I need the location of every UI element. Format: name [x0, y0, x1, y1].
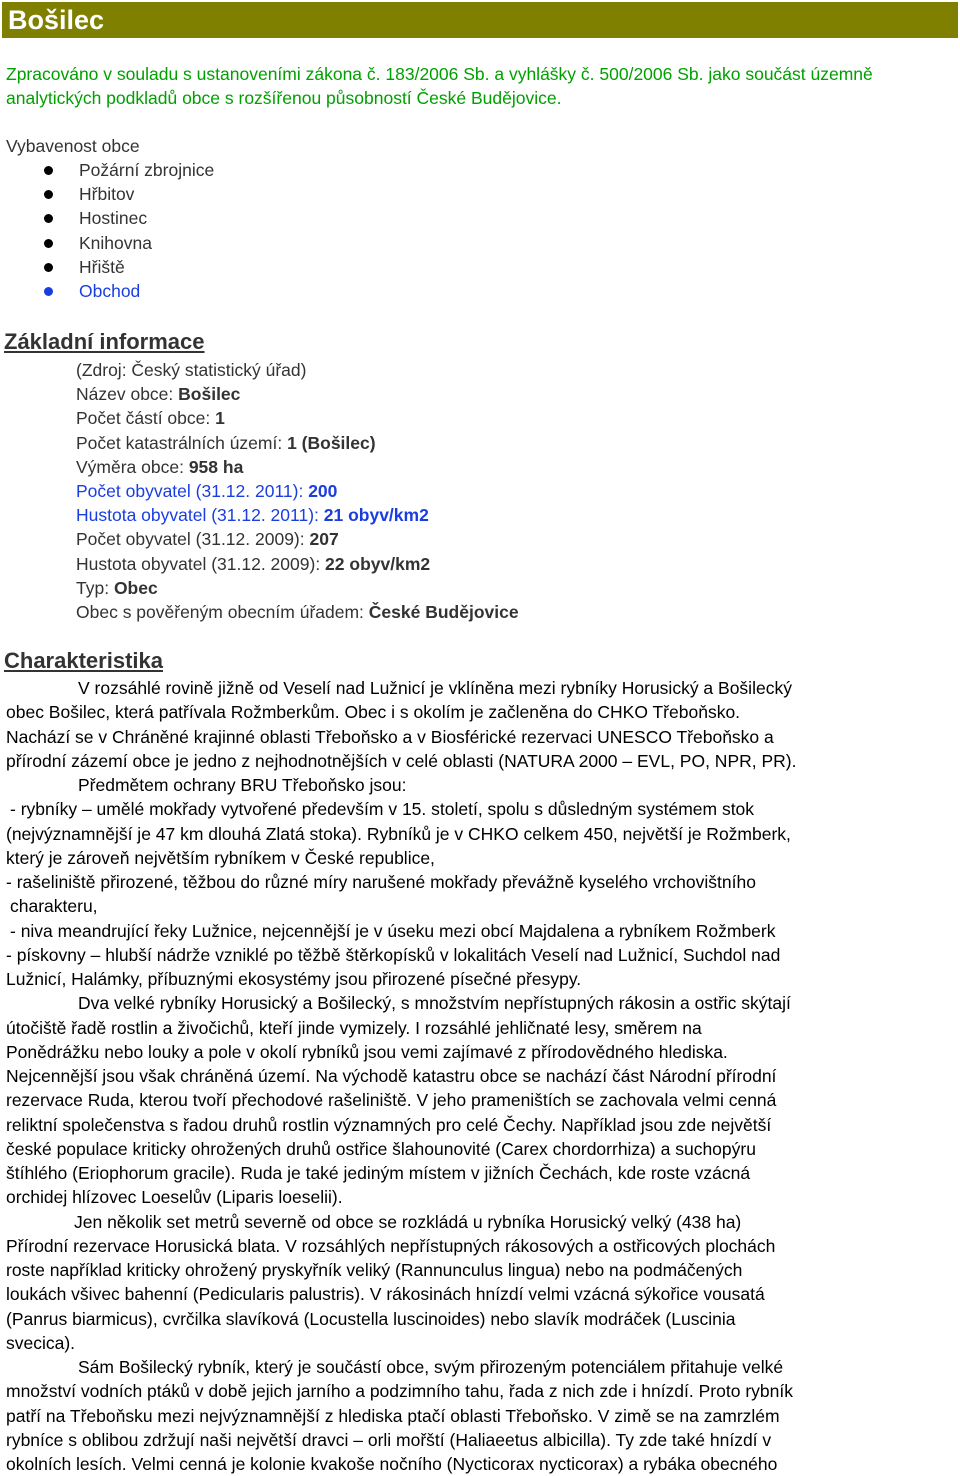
info-row: Hustota obyvatel (31.12. 2009): 22 obyv/km2 — [76, 553, 431, 574]
bullet-icon — [44, 287, 53, 296]
text-line: štíhlého (Eriophorum gracile). Ruda je také jediným místem v jižních Čechách, kde roste vzácná — [6, 1163, 751, 1183]
bullet-icon — [44, 263, 53, 272]
amenity-item: Požární zbrojnice — [0, 158, 214, 182]
amenities-list — [0, 158, 214, 303]
text-line: který je zároveň největším rybníkem v České republice, — [6, 847, 435, 868]
text-line: okolních lesích. Velmi cenná je kolonie kvakoše nočního (Nycticorax nycticorax) a rybáka obecného — [6, 1454, 778, 1474]
amenity-item: Hřiště — [0, 255, 214, 279]
text-line: Nejcennější jsou však chráněná území. Na východě katastru obce se nachází část Národní přírodní — [6, 1066, 777, 1086]
info-row: Typ: Obec — [76, 577, 158, 598]
amenity-item: Hostinec — [0, 206, 214, 230]
characteristics-heading: Charakteristika — [4, 648, 163, 673]
info-row: Počet katastrálních území: 1 (Bošilec) — [76, 432, 376, 453]
bullet-icon — [44, 190, 53, 199]
text-line: patří na Třeboňsku mezi nejvýznamnější z hlediska ptačí oblasti Třeboňsko. V zimě se na zamrzlém — [6, 1405, 780, 1426]
text-line: - pískovny – hlubší nádrže vzniklé po těžbě štěrkopísků v lokalitách Veselí nad Lužnicí, Suchdol nad — [6, 944, 781, 965]
basic-info-list — [76, 358, 519, 624]
text-line: množství vodních ptáků v době jejich jarního a podzimního tahu, řada z nich zde i hnízdí. Proto rybník — [6, 1381, 793, 1402]
text-line: přírodní zázemí obce je jedno z nejhodnotnějších v celé oblasti (NATURA 2000 – EVL, PO, NPR, PR). — [6, 750, 797, 771]
intro-text: Zpracováno v souladu s ustanoveními zákona č. 183/2006 Sb. a vyhlášky č. 500/2006 Sb. jako součást územně analytických podkladů obce s rozšířenou působností České Budějovice. — [6, 64, 873, 108]
amenity-item: Hřbitov — [0, 182, 214, 206]
info-row: Počet částí obce: 1 — [76, 408, 225, 429]
info-row: Obec s pověřeným obecním úřadem: České Budějovice — [76, 601, 519, 622]
text-line: Ponědrážku nebo louky a pole v okolí rybníků jsou vemi zajímavé z přírodovědného hlediska. — [6, 1041, 728, 1062]
amenity-item-link[interactable]: Obchod — [0, 279, 214, 303]
text-line: Nachází se v Chráněné krajinné oblasti Třeboňsko a v Biosférické rezervaci UNESCO Třeboňsko a — [6, 726, 774, 747]
bullet-icon — [44, 214, 53, 223]
text-line: reliktní společenstva s řadou druhů rostlin významných pro celé Čechy. Například jsou zde největší — [6, 1114, 772, 1135]
text-line: orchidej hlízovec Loeselův (Liparis loeselii). — [6, 1187, 343, 1208]
info-source: (Zdroj: Český statistický úřad) — [76, 360, 307, 380]
info-row: Výměra obce: 958 ha — [76, 456, 244, 477]
text-line: svecica). — [6, 1332, 76, 1353]
text-line: - rašeliniště přirozené, těžbou do různé míry narušené mokřady převážně kyselého vrchovištního — [6, 872, 756, 892]
text-line: rybníce s oblibou zdržují naši největší dravci – orli mořští (Haliaeetus albicilla). Ty zde také hnízdí v — [6, 1429, 772, 1450]
text-line: (nejvýznamnější je 47 km dlouhá Zlatá stoka). Rybníků je v CHKO celkem 450, největší je Rožmberk, — [6, 823, 791, 844]
text-line: loukách všivec bahenní (Pedicularis palustris). V rákosinách hnízdí velmi vzácná sýkořice vousatá — [6, 1284, 765, 1305]
info-row-link[interactable]: Počet obyvatel (31.12. 2011): 200 — [76, 480, 338, 501]
text-line: obec Bošilec, která patřívala Rožmberkům. Obec i s okolím je začleněna do CHKO Třeboňsko. — [6, 702, 741, 723]
page-title: Bošilec — [2, 2, 958, 38]
text-line: - niva meandrující řeky Lužnice, nejcennější je v úseku mezi obcí Majdalena a rybníkem Rožmberk — [10, 920, 776, 941]
info-row-link[interactable]: Hustota obyvatel (31.12. 2011): 21 obyv/km2 — [76, 505, 429, 526]
info-row: Název obce: Bošilec — [76, 384, 241, 405]
text-line: charakteru, — [10, 896, 98, 917]
bullet-icon — [44, 239, 53, 248]
text-line: rezervace Ruda, kterou tvoří přechodové rašeliniště. V jeho prameništích se zachovala velmi cenná — [6, 1090, 777, 1111]
characteristics-text — [6, 676, 956, 1476]
text-line: Lužnicí, Halámky, příbuznými ekosystémy jsou přirozené písečné přesypy. — [6, 969, 582, 989]
text-line: roste například kriticky ohrožený pryskyřník veliký (Rannunculus lingua) nebo na podmáčených — [6, 1260, 743, 1280]
text-line: Přírodní rezervace Horusická blata. V rozsáhlých nepřístupných rákosových a ostřicových plochách — [6, 1235, 776, 1256]
text-line: české populace kriticky ohrožených druhů ostřice šlahounovité (Carex chordorrhiza) a suchopýru — [6, 1138, 756, 1159]
text-line: Sám Bošilecký rybník, který je součástí obce, svým přirozeným potenciálem přitahuje velké — [78, 1357, 784, 1377]
amenity-item: Knihovna — [0, 231, 214, 255]
text-line: (Panrus biarmicus), cvrčilka slavíková (Locustella luscinoides) nebo slavík modráček (Luscinia — [6, 1308, 736, 1329]
text-line: útočiště řadě rostlin a živočichů, kteří jinde vymizely. I rozsáhlé jehličnaté lesy, směrem na — [6, 1017, 702, 1038]
text-line: Předmětem ochrany BRU Třeboňsko jsou: — [78, 775, 407, 795]
info-row: Počet obyvatel (31.12. 2009): 207 — [76, 529, 339, 550]
basic-info-heading: Základní informace — [4, 329, 205, 354]
text-line: Jen několik set metrů severně od obce se rozkládá u rybníka Horusický velký (438 ha) — [74, 1211, 742, 1232]
text-line: V rozsáhlé rovině jižně od Veselí nad Lužnicí je vklíněna mezi rybníky Horusický a Bošilecký — [78, 678, 792, 698]
amenities-title: Vybavenost obce — [6, 136, 140, 156]
text-line: Dva velké rybníky Horusický a Bošilecký, s množstvím nepřístupných rákosin a ostřic skýtají — [78, 993, 791, 1014]
text-line: - rybníky – umělé mokřady vytvořené především v 15. století, spolu s důsledným systémem stok — [10, 799, 755, 820]
bullet-icon — [44, 166, 53, 175]
